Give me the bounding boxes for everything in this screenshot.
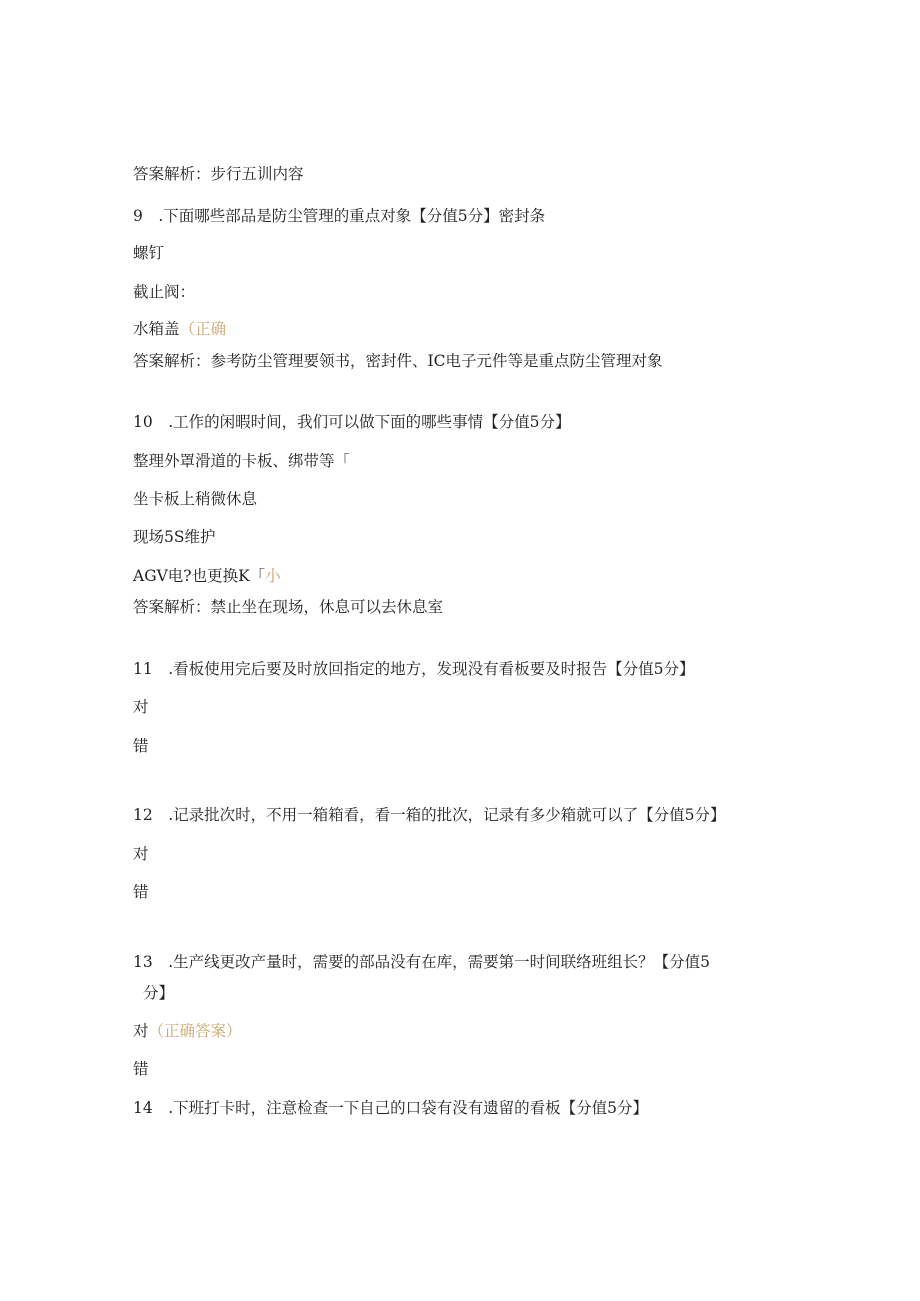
q11-option-2: 错: [133, 737, 149, 755]
q10-option-4: [133, 566, 281, 586]
q9-option-1: 螺钉: [133, 244, 165, 262]
q13-option-1: [133, 1021, 242, 1041]
q11-question: 11 .看板使用完后要及时放回指定的地方，发现没有看板要及时报告【分值5分】: [133, 660, 695, 678]
q9-option-3-label: 水箱盖: [133, 320, 180, 338]
q13-question-line1: 13 .生产线更改产量时，需要的部品没有在库，需要第一时间联络班组长？【分值5: [133, 953, 711, 971]
q9-option-2: 截止阀：: [133, 283, 196, 301]
q9-question: 9 .下面哪些部品是防尘管理的重点对象【分值5分】密封条: [133, 207, 546, 225]
q9-analysis: 答案解析：参考防尘管理要领书，密封件、IC电子元件等是重点防尘管理对象: [133, 352, 663, 370]
q12-question: 12 .记录批次时，不用一箱箱看，看一箱的批次，记录有多少箱就可以了【分值5分】: [133, 806, 726, 824]
q10-option-3: 现场5S维护: [133, 528, 216, 546]
q13-question-line2: 分】: [143, 984, 175, 1002]
q10-question: 10 .工作的闲暇时间，我们可以做下面的哪些事情【分值5分】: [133, 413, 571, 431]
q13-option-2: 错: [133, 1060, 149, 1078]
q10-analysis: 答案解析：禁止坐在现场，休息可以去休息室: [133, 598, 444, 616]
q14-question: 14 .下班打卡时，注意检查一下自己的口袋有没有遗留的看板【分值5分】: [133, 1099, 649, 1117]
q10-option-4-mark: 小: [265, 567, 281, 585]
q12-option-2: 错: [133, 883, 149, 901]
q11-option-1: 对: [133, 698, 149, 716]
q13-option-1-label: 对: [133, 1022, 149, 1040]
q13-correct-mark: （正确答案）: [148, 1022, 242, 1040]
q9-correct-mark: （正确: [179, 320, 227, 338]
q10-option-2: 坐卡板上稍微休息: [133, 490, 258, 508]
q9-option-3: [133, 319, 226, 339]
q12-option-1: 对: [133, 845, 149, 863]
q10-option-1: 整理外罩滑道的卡板、绑带等「: [133, 452, 351, 470]
q10-option-4-label: AGV电?也更换K「: [133, 567, 266, 585]
q8-analysis: 答案解析：步行五训内容: [133, 165, 304, 183]
